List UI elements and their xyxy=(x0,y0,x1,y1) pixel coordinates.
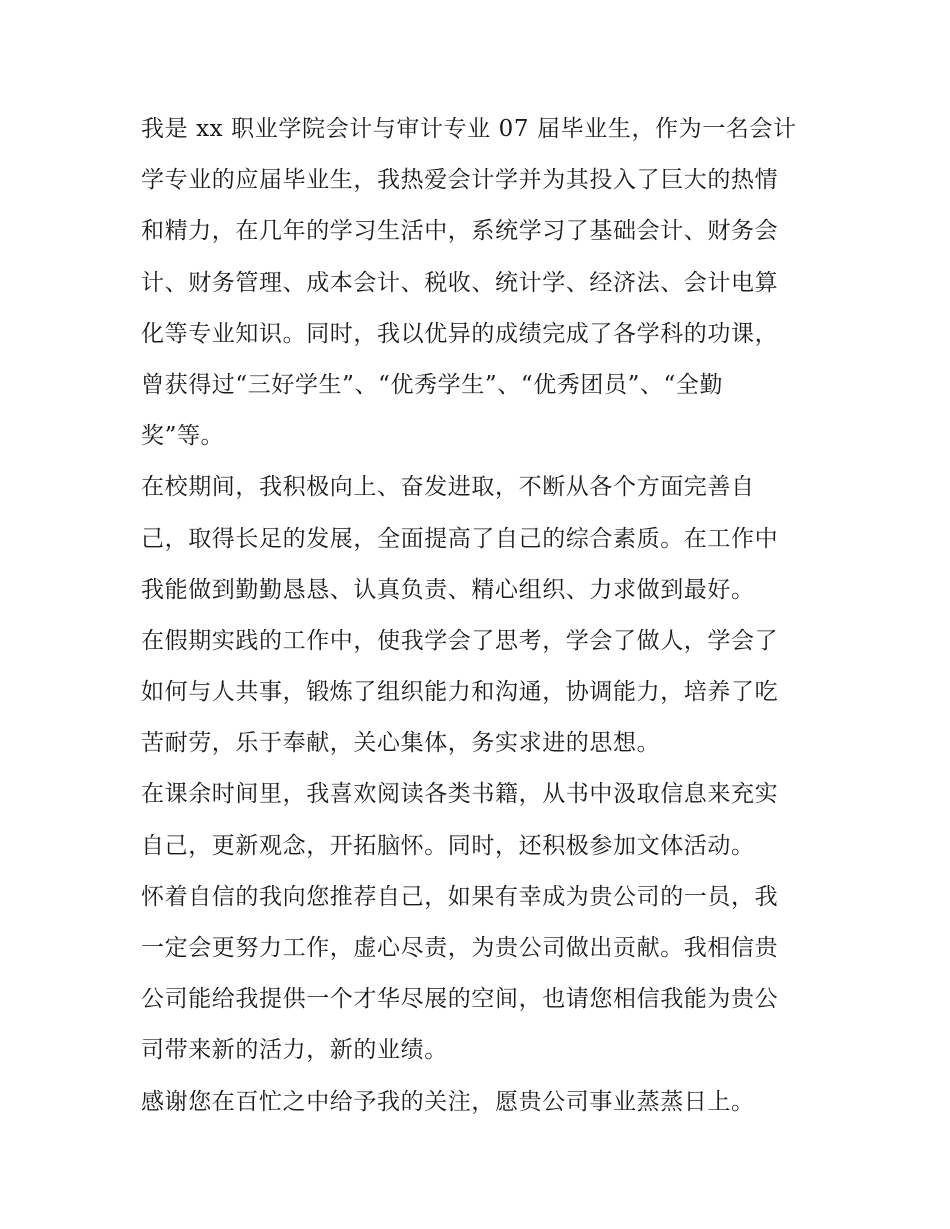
text-line: 怀着自信的我向您推荐自己，如果有幸成为贵公司的一员，我 xyxy=(141,883,779,910)
text-line: 一定会更努力工作，虚心尽责，为贵公司做出贡献。我相信贵 xyxy=(141,935,779,961)
text-line: 苦耐劳，乐于奉献，关心集体，务实求进的思想。 xyxy=(141,730,661,757)
text-line: 在校期间，我积极向上、奋发进取，不断从各个方面完善自 xyxy=(141,474,755,501)
text-line: 如何与人共事，锻炼了组织能力和沟通，协调能力，培养了吃 xyxy=(141,679,779,706)
document-body xyxy=(141,104,821,1128)
paragraph-holiday-practice xyxy=(141,616,821,770)
text-line: 我是 xx 职业学院会计与审计专业 07 届毕业生，作为一名会计 xyxy=(141,116,797,142)
paragraph-closing xyxy=(141,1077,821,1128)
paragraph-school-period xyxy=(141,462,821,616)
text-line: 公司能给我提供一个才华尽展的空间，也请您相信我能为贵公 xyxy=(141,986,779,1013)
text-line: 和精力，在几年的学习生活中，系统学习了基础会计、财务会 xyxy=(141,218,779,245)
text-line: 感谢您在百忙之中给予我的关注，愿贵公司事业蒸蒸日上。 xyxy=(141,1088,755,1115)
text-line: 曾获得过“三好学生”、“优秀学生”、“优秀团员”、“全勤 xyxy=(141,371,724,398)
text-line: 在课余时间里，我喜欢阅读各类书籍，从书中汲取信息来充实 xyxy=(141,781,779,808)
text-line: 己，取得长足的发展，全面提高了自己的综合素质。在工作中 xyxy=(141,525,779,552)
text-line: 在假期实践的工作中，使我学会了思考，学会了做人，学会了 xyxy=(141,627,779,654)
text-line: 化等专业知识。同时，我以优异的成绩完成了各学科的功课， xyxy=(141,320,779,347)
text-line: 自己，更新观念，开拓脑怀。同时，还积极参加文体活动。 xyxy=(141,832,755,859)
paragraph-recommendation xyxy=(141,872,821,1077)
paragraph-introduction xyxy=(141,104,821,462)
text-line: 司带来新的活力，新的业绩。 xyxy=(141,1037,448,1064)
text-line: 计、财务管理、成本会计、税收、统计学、经济法、会计电算 xyxy=(141,269,779,296)
text-line: 我能做到勤勤恳恳、认真负责、精心组织、力求做到最好。 xyxy=(141,576,755,603)
paragraph-spare-time xyxy=(141,769,821,871)
text-line: 奖”等。 xyxy=(141,423,225,450)
text-line: 学专业的应届毕业生，我热爱会计学并为其投入了巨大的热情 xyxy=(141,167,779,194)
